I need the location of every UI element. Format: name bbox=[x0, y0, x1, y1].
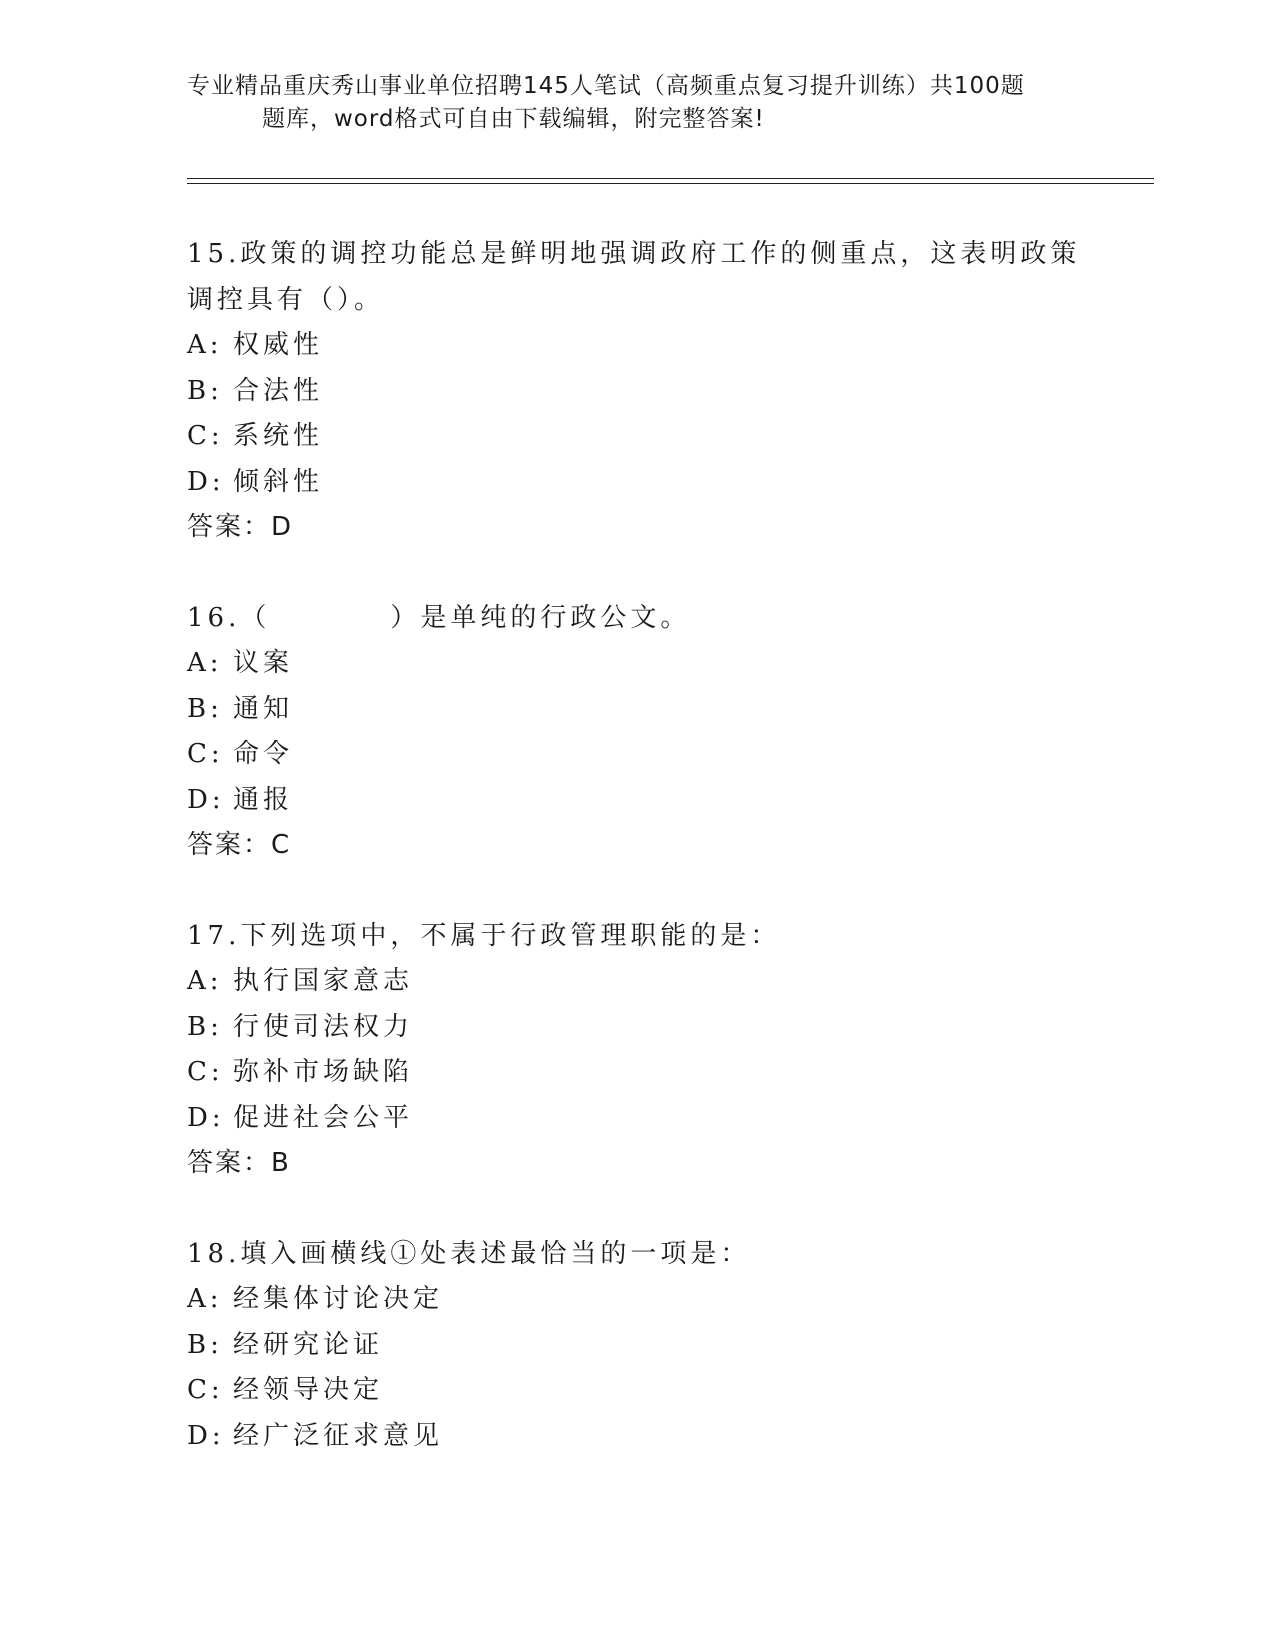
answer-value: D bbox=[271, 512, 294, 542]
option-b bbox=[187, 369, 1107, 415]
option-a bbox=[187, 1277, 1107, 1323]
question-18 bbox=[187, 1232, 1107, 1460]
option-key: D: bbox=[187, 466, 225, 497]
option-d bbox=[187, 1096, 1107, 1142]
question-17 bbox=[187, 914, 1107, 1187]
page-header bbox=[187, 70, 1087, 136]
option-text: 通知 bbox=[233, 693, 294, 724]
option-d bbox=[187, 1414, 1107, 1460]
option-key: D: bbox=[187, 1420, 225, 1451]
option-key: B: bbox=[187, 1329, 223, 1360]
option-key: B: bbox=[187, 375, 223, 406]
option-text: 命令 bbox=[233, 739, 294, 769]
answer-line bbox=[187, 505, 1107, 551]
header-line-1: 专业精品重庆秀山事业单位招聘145人笔试（高频重点复习提升训练）共100题 bbox=[187, 73, 1025, 99]
option-text: 行使司法权力 bbox=[233, 1011, 414, 1042]
option-key: C: bbox=[187, 421, 224, 451]
option-key: A: bbox=[187, 1284, 223, 1314]
question-16 bbox=[187, 596, 1107, 869]
stem-after-blank: ）是单纯的行政公文。 bbox=[390, 602, 691, 633]
option-text: 经广泛征求意见 bbox=[233, 1420, 444, 1451]
option-c bbox=[187, 1050, 1107, 1096]
option-a bbox=[187, 323, 1107, 369]
option-key: C: bbox=[187, 1057, 224, 1087]
option-text: 弥补市场缺陷 bbox=[233, 1057, 414, 1087]
option-key: D: bbox=[187, 1102, 225, 1133]
question-stem: 17.下列选项中，不属于行政管理职能的是： bbox=[187, 920, 781, 951]
option-text: 通报 bbox=[233, 784, 294, 815]
header-divider-top bbox=[187, 178, 1154, 179]
option-key: D: bbox=[187, 784, 225, 815]
answer-line bbox=[187, 823, 1107, 869]
option-d bbox=[187, 778, 1107, 824]
option-key: B: bbox=[187, 693, 223, 724]
option-text: 议案 bbox=[233, 648, 294, 678]
option-text: 经集体讨论决定 bbox=[233, 1284, 444, 1314]
header-line-2: 题库，word格式可自由下载编辑，附完整答案! bbox=[262, 106, 765, 132]
option-b bbox=[187, 1005, 1107, 1051]
option-d bbox=[187, 460, 1107, 506]
option-key: A: bbox=[187, 966, 223, 996]
option-text: 倾斜性 bbox=[233, 466, 324, 497]
answer-line bbox=[187, 1141, 1107, 1187]
answer-value: B bbox=[271, 1148, 291, 1178]
header-divider-bottom bbox=[187, 183, 1154, 184]
option-a bbox=[187, 959, 1107, 1005]
option-text: 促进社会公平 bbox=[233, 1102, 414, 1133]
option-text: 系统性 bbox=[233, 421, 324, 451]
question-15 bbox=[187, 232, 1107, 551]
answer-label: 答案： bbox=[187, 1148, 272, 1178]
option-b bbox=[187, 687, 1107, 733]
question-list bbox=[187, 232, 1107, 1504]
question-stem: 18.填入画横线①处表述最恰当的一项是： bbox=[187, 1238, 751, 1269]
option-text: 执行国家意志 bbox=[233, 966, 414, 996]
option-c bbox=[187, 732, 1107, 778]
option-text: 合法性 bbox=[233, 375, 324, 406]
option-key: A: bbox=[187, 330, 223, 360]
option-key: B: bbox=[187, 1011, 223, 1042]
question-stem bbox=[187, 596, 1087, 642]
answer-label: 答案： bbox=[187, 830, 272, 860]
option-a bbox=[187, 641, 1107, 687]
option-c bbox=[187, 414, 1107, 460]
option-text: 权威性 bbox=[233, 330, 324, 360]
stem-before-blank: 16.（ bbox=[187, 602, 271, 633]
option-key: C: bbox=[187, 1375, 224, 1405]
option-c bbox=[187, 1368, 1107, 1414]
option-key: C: bbox=[187, 739, 224, 769]
answer-label: 答案： bbox=[187, 512, 272, 542]
option-b bbox=[187, 1323, 1107, 1369]
option-text: 经研究论证 bbox=[233, 1329, 384, 1360]
option-text: 经领导决定 bbox=[233, 1375, 384, 1405]
question-stem: 15.政策的调控功能总是鲜明地强调政府工作的侧重点，这表明政策调控具有（）。 bbox=[187, 239, 1081, 315]
answer-value: C bbox=[271, 830, 292, 860]
option-key: A: bbox=[187, 648, 223, 678]
